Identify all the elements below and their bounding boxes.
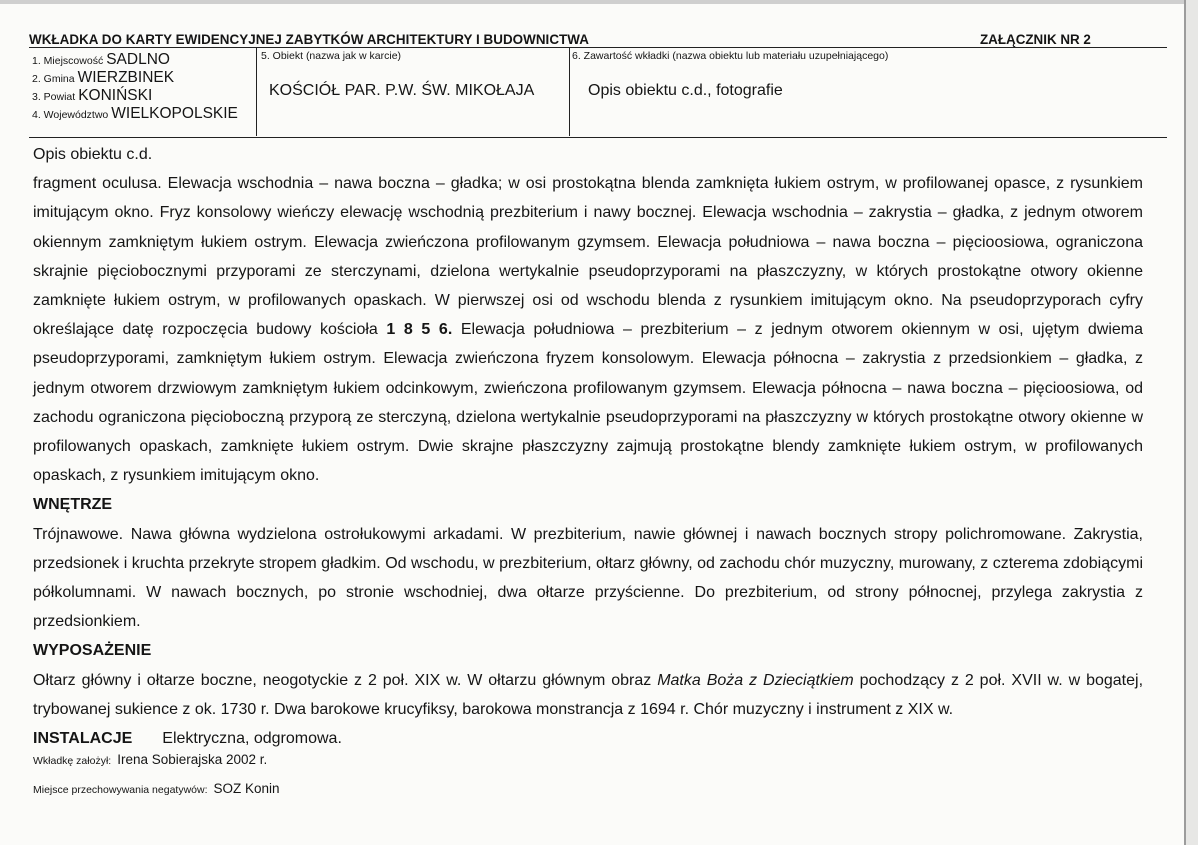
place-row <box>32 52 170 68</box>
place-value: SADLNO <box>106 51 170 68</box>
created-by-row <box>33 751 267 769</box>
voivodeship-row <box>32 106 238 122</box>
furnishings-heading: WYPOSAŻENIE <box>33 642 152 660</box>
object-cell <box>256 48 570 136</box>
furnishings-text-b: pochodzący z 2 poł. XVII w. w bogatej, trybowanej sukience z ok. 1730 r. Dwa barokowe krucyfiksy, barokowa monstrancja z 1694 r. Chór muzyczny i instrument z XIX w. <box>33 671 1144 718</box>
description-text-b: Elewacja południowa – prezbiterium – z jednym otworem okiennym w osi, ujętym dwiema pseudoprzyporami, zamkniętym łukiem ostrym. Elewacja zwieńczona fryzem konsolowym. Elewacja północna – zakrystia z przedsionkiem – gładka, z jednym otworem drzwiowym zamkniętym łukiem odcinkowym, zwieńczona profilowanym gzymsem. Elewacja północna – nawa boczna – pięcioosiowa, od zachodu ograniczona pięcioboczną przyporą ze sterczyną, dzielona wertykalnie pseudoprzyporami na płaszczyzny w których prostokątne otwory okienne w profilowanych opaskach, zamknięte łukiem ostrym. Dwie skrajne płaszczyzny zajmują prostokątne blendy zamknięte łukiem ostrym, w profilowanych opaskach, z rysunkiem imitującym okno. <box>33 321 1144 485</box>
insert-contents-label: 6. Zawartość wkładki (nazwa obiektu lub materiału uzupełniającego) <box>572 50 889 62</box>
description-text-a: fragment oculusa. Elewacja wschodnia – nawa boczna – gładka; w osi prostokątna blenda zamknięta łukiem ostrym, w profilowanej opasce, z rysunkiem imitującym okno. Fryz konsolowy wieńczy elewację wschodnią prezbiterium i nawy bocznej. Elewacja wschodnia – zakrystia – gładka, z jednym otworem okiennym zamkniętym łukiem ostrym. Elewacja zwieńczona profilowanym gzymsem. Elewacja południowa – nawa boczna – pięcioosiowa, ograniczona skrajnie pięciobocznymi przyporami ze sterczynami, dzielona wertykalnie pseudoprzyporami na płaszczyzny, w których prostokątne otwory okienne zamknięte łukiem ostrym, w profilowanych opaskach. W pierwszej osi od wschodu blenda z rysunkiem imitującym okno. Na pseudoprzyporach cyfry określające datę rozpoczęcia budowy kościoła <box>33 175 1143 339</box>
voivodeship-label: 4. Województwo <box>32 109 109 121</box>
installations-heading: INSTALACJE <box>33 730 133 748</box>
annex-number: ZAŁĄCZNIK NR 2 <box>980 32 1091 47</box>
negatives-value: SOZ Konin <box>213 781 280 796</box>
commune-value: WIERZBINEK <box>77 69 175 86</box>
construction-year: 1 8 5 6. <box>386 321 453 339</box>
painting-title: Matka Boża z Dzieciątkiem <box>657 671 854 689</box>
county-row <box>32 88 152 104</box>
insert-contents-cell <box>568 48 1166 136</box>
interior-paragraph: Trójnawowe. Nawa główna wydzielona ostrołukowymi arkadami. W prezbiterium, nawie głównej i nawach bocznych stropy polichromowane. Zakrystia, przedsionek i kruchta przekryte stropem gładkim. Od wschodu, w prezbiterium, ołtarz główny, od zachodu chór muzyczny, murowany, z czterema zdobiącymi półkolumnami. W nawach bocznych, po stronie wschodniej, dwa ołtarze przyścienne. Do prezbiterium, od strony północnej, przylega zakrystia z przedsionkiem. <box>33 525 1143 631</box>
header-table <box>29 47 1167 138</box>
county-value: KONIŃSKI <box>78 87 153 104</box>
voivodeship-value: WIELKOPOLSKIE <box>111 105 238 122</box>
installations-value: Elektryczna, odgromowa. <box>162 730 342 748</box>
object-value: KOŚCIÓŁ PAR. P.W. ŚW. MIKOŁAJA <box>269 82 535 99</box>
county-label: 3. Powiat <box>32 91 76 103</box>
place-label: 1. Miejscowość <box>32 55 104 67</box>
object-label: 5. Obiekt (nazwa jak w karcie) <box>261 50 402 62</box>
commune-row <box>32 70 174 86</box>
description-heading: Opis obiektu c.d. <box>33 146 153 163</box>
insert-contents-value: Opis obiektu c.d., fotografie <box>588 82 783 99</box>
form-title: WKŁADKA DO KARTY EWIDENCYJNEJ ZABYTKÓW ARCHITEKTURY I BUDOWNICTWA <box>29 32 589 47</box>
installations-row <box>33 724 1143 753</box>
location-cell <box>29 48 256 136</box>
created-by-value: Irena Sobierajska 2002 r. <box>117 752 268 767</box>
document-body <box>33 140 1143 753</box>
interior-heading: WNĘTRZE <box>33 496 113 514</box>
scan-edge-top <box>0 0 1198 4</box>
negatives-label: Miejsce przechowywania negatywów: <box>33 784 208 796</box>
description-paragraph <box>33 169 1143 490</box>
negatives-row <box>33 780 280 798</box>
scan-edge-right <box>1184 0 1198 845</box>
created-by-label: Wkładkę założył: <box>33 755 112 767</box>
commune-label: 2. Gmina <box>32 73 75 85</box>
furnishings-paragraph <box>33 666 1143 724</box>
furnishings-text-a: Ołtarz główny i ołtarze boczne, neogotyckie z 2 poł. XIX w. W ołtarzu głównym obraz <box>33 671 658 689</box>
